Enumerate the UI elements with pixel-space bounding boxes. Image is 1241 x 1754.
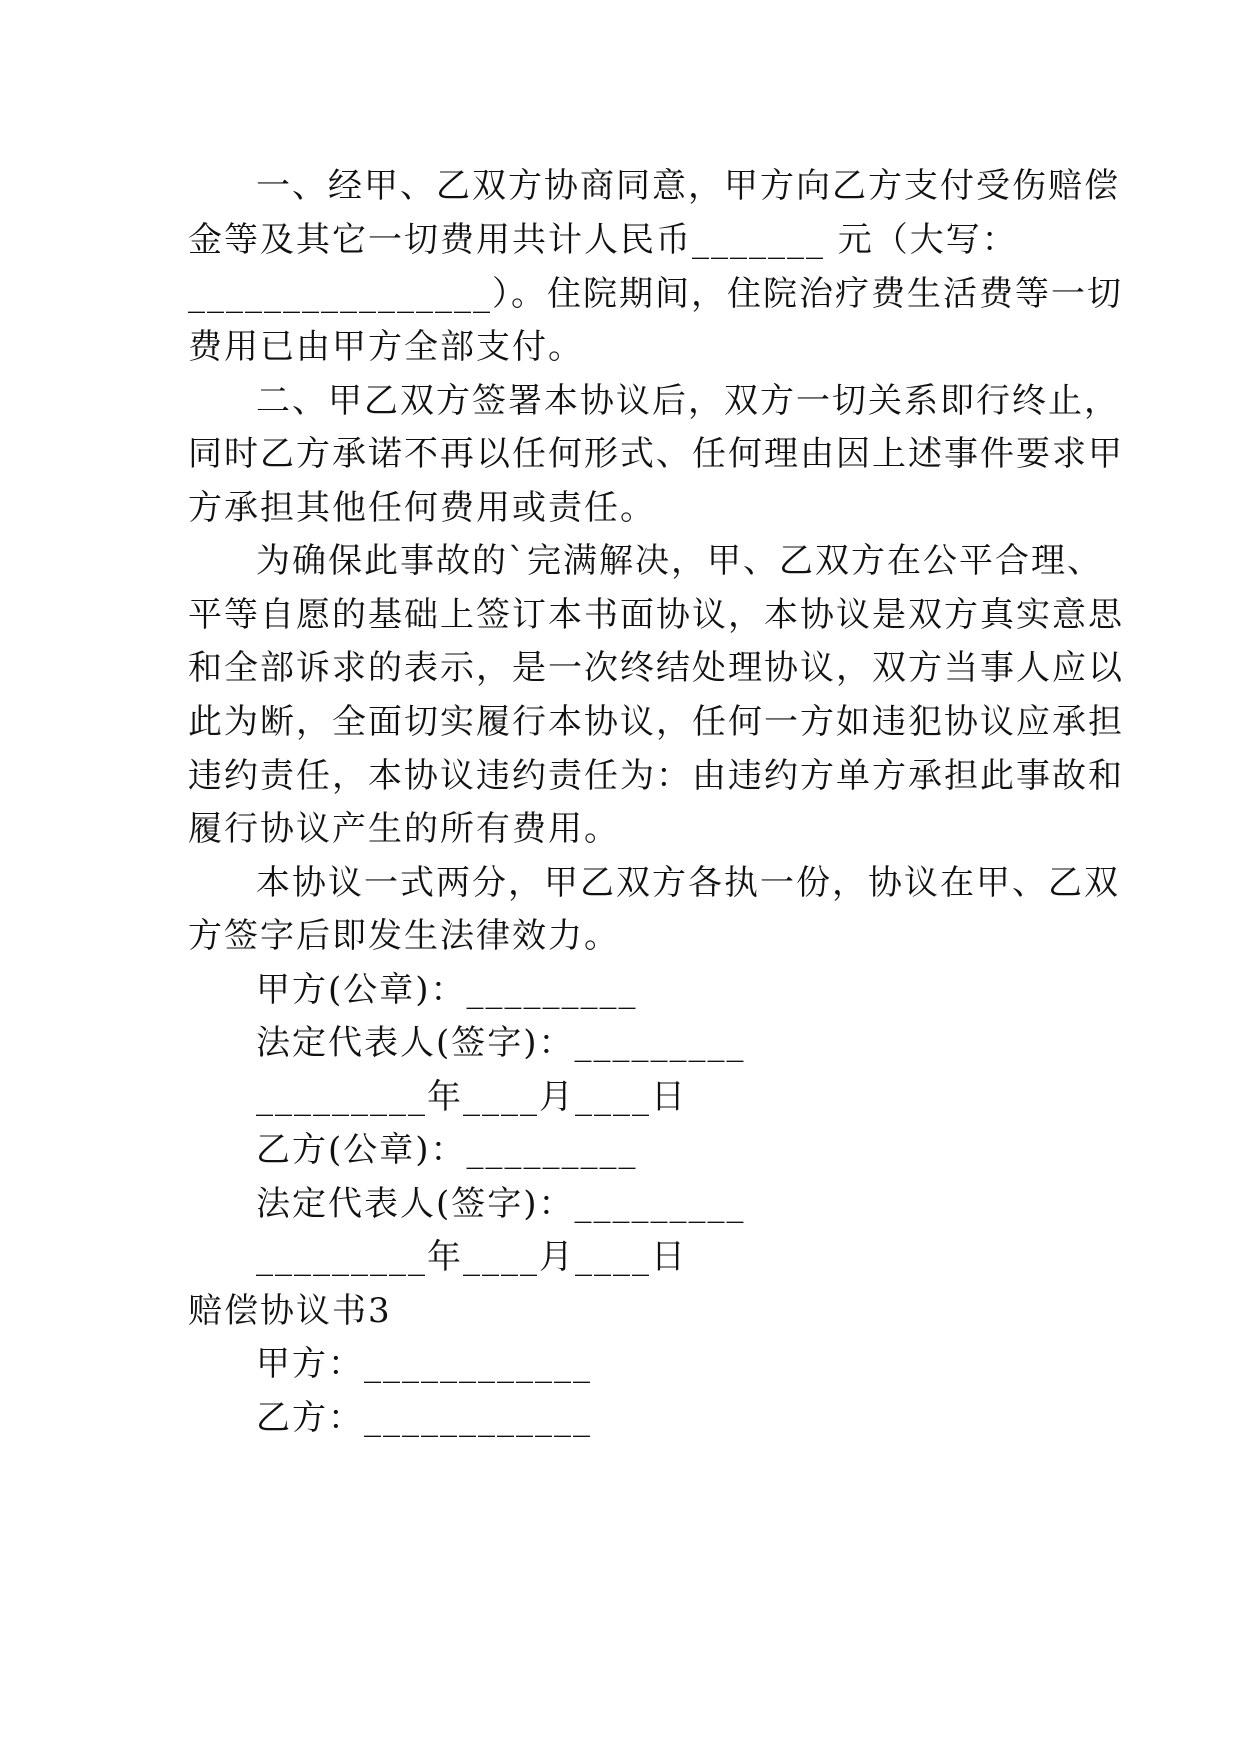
clause-1-line-1: 一、经甲、乙双方协商同意，甲方向乙方支付受伤赔偿 — [256, 166, 1120, 206]
clause-2-line-3: 方承担其他任何费用或责任。 — [188, 488, 656, 528]
party-b-representative: 法定代表人(签字)：_________ — [256, 1184, 746, 1224]
clause-1-line-3: ________________）。住院期间，住院治疗费生活费等一切 — [188, 274, 1123, 314]
resolution-line-5: 违约责任，本协议违约责任为：由违约方单方承担此事故和 — [188, 756, 1124, 796]
clause-2-line-2: 同时乙方承诺不再以任何形式、任何理由因上述事件要求甲 — [188, 434, 1124, 474]
party-b-seal: 乙方(公章)：_________ — [256, 1130, 638, 1170]
section-title: 赔偿协议书3 — [188, 1291, 392, 1331]
clause-1-line-4: 费用已由甲方全部支付。 — [188, 327, 584, 367]
party-a-date: _________年____月____日 — [256, 1077, 687, 1117]
clause-2-line-1: 二、甲乙双方签署本协议后，双方一切关系即行终止， — [256, 381, 1120, 421]
party-a-name: 甲方：____________ — [256, 1344, 592, 1384]
copies-line-2: 方签字后即发生法律效力。 — [188, 916, 620, 956]
party-b-date: _________年____月____日 — [256, 1237, 687, 1277]
party-a-seal: 甲方(公章)：_________ — [256, 970, 638, 1010]
clause-1-line-2: 金等及其它一切费用共计人民币_______ 元（大写： — [188, 220, 1018, 260]
resolution-line-3: 和全部诉求的表示，是一次终结处理协议，双方当事人应以 — [188, 648, 1124, 688]
resolution-line-4: 此为断，全面切实履行本协议，任何一方如违犯协议应承担 — [188, 702, 1124, 742]
resolution-line-1: 为确保此事故的`完满解决，甲、乙双方在公平合理、 — [256, 541, 1103, 581]
resolution-line-6: 履行协议产生的所有费用。 — [188, 809, 620, 849]
party-b-name: 乙方：____________ — [256, 1398, 592, 1438]
copies-line-1: 本协议一式两分，甲乙双方各执一份，协议在甲、乙双 — [256, 863, 1120, 903]
resolution-line-2: 平等自愿的基础上签订本书面协议，本协议是双方真实意思 — [188, 595, 1124, 635]
party-a-representative: 法定代表人(签字)：_________ — [256, 1023, 746, 1063]
